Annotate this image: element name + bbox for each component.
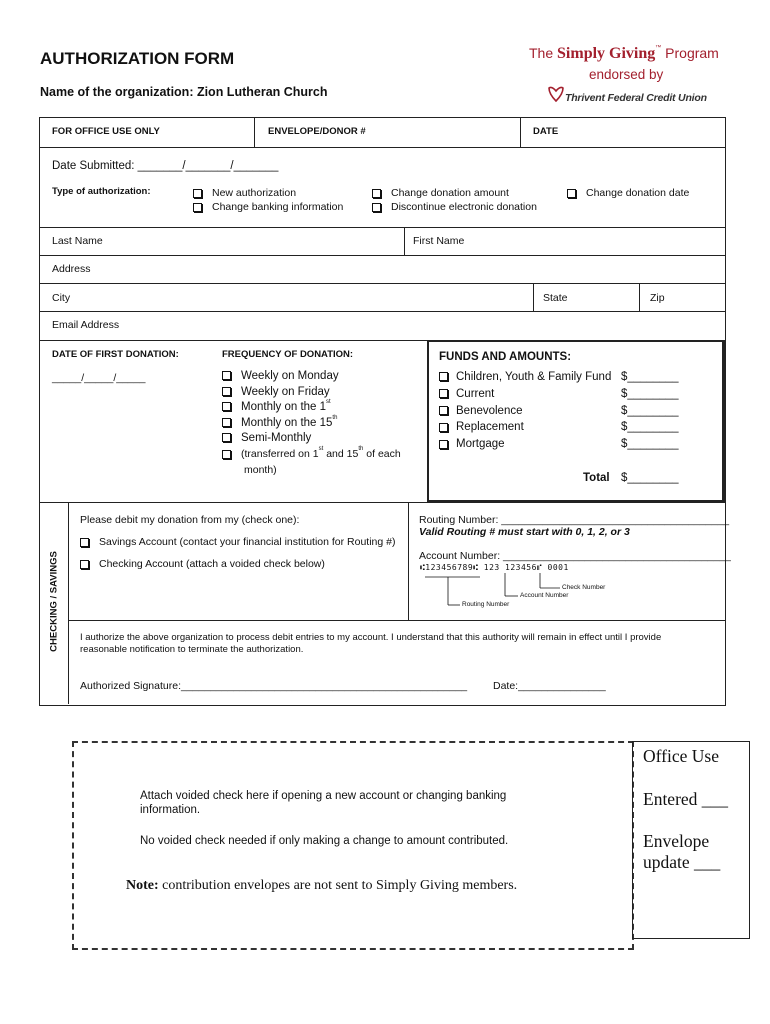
ordinal-suffix: th	[358, 446, 364, 452]
checkbox-icon[interactable]	[80, 560, 89, 569]
first-donation-label: DATE OF FIRST DONATION:	[52, 349, 179, 360]
option-label: Monthly on the 1	[241, 401, 327, 413]
checkbox-icon[interactable]	[193, 189, 202, 198]
option-label: Change banking information	[212, 201, 344, 213]
savings-option[interactable]	[80, 536, 396, 548]
option-label: Change donation date	[586, 187, 690, 199]
checkbox-icon[interactable]	[222, 433, 231, 442]
debit-prompt: Please debit my donation from my (check one):	[80, 514, 300, 526]
checkbox-icon[interactable]	[222, 387, 231, 396]
date-submitted-field[interactable]: Date Submitted: _______/_______/_______	[52, 160, 279, 172]
checkbox-icon[interactable]	[439, 406, 448, 415]
option-label: Weekly on Monday	[241, 370, 339, 382]
checkbox-icon[interactable]	[372, 203, 381, 212]
option-change-banking[interactable]	[193, 201, 343, 213]
first-name-field[interactable]: First Name	[413, 235, 465, 247]
fund-amount-field[interactable]: $________	[621, 371, 679, 383]
attach-instruction-1: Attach voided check here if opening a new account or changing banking	[140, 790, 507, 802]
transfer-note-text: (transferred on 1	[241, 448, 319, 460]
envelope-update-label: Envelope	[643, 831, 710, 851]
option-label: Weekly on Friday	[241, 386, 330, 398]
transfer-note-text: and 15	[323, 448, 359, 460]
routing-number-caption: Routing Number	[462, 601, 510, 608]
fund-amount-field[interactable]: $________	[621, 387, 679, 400]
signature-field[interactable]: Authorized Signature:_________________________________________________	[80, 680, 468, 692]
checkbox-icon[interactable]	[80, 538, 89, 547]
thrivent-heart-icon	[547, 85, 565, 108]
fund-item[interactable]	[439, 438, 505, 450]
email-field[interactable]: Email Address	[52, 319, 120, 331]
signature-date-field[interactable]: Date:_______________	[493, 680, 606, 692]
address-field[interactable]: Address	[52, 263, 91, 275]
fund-item[interactable]	[439, 421, 524, 433]
authorization-type-label: Type of authorization:	[52, 186, 151, 197]
option-label: Checking Account (attach a voided check below)	[99, 558, 325, 570]
checkbox-icon[interactable]	[439, 372, 448, 381]
freq-monthly-15th[interactable]	[222, 417, 337, 429]
fund-amount-field[interactable]: $________	[621, 438, 679, 451]
checkbox-icon[interactable]	[439, 423, 448, 432]
checking-savings-label: CHECKING / SAVINGS	[48, 551, 60, 652]
checking-option[interactable]	[80, 558, 325, 570]
routing-note: Valid Routing # must start with 0, 1, 2, or 3	[419, 526, 630, 538]
account-number-caption: Account Number	[520, 592, 569, 599]
option-change-date[interactable]	[567, 187, 689, 199]
zip-field[interactable]: Zip	[650, 292, 665, 304]
check-number-caption: Check Number	[562, 584, 606, 591]
option-label: Monthly on the 15	[241, 417, 333, 429]
organization-name: Name of the organization: Zion Lutheran Church	[40, 85, 328, 99]
total-amount-field[interactable]: $________	[621, 472, 679, 484]
freq-monthly-1st[interactable]	[222, 401, 331, 413]
frequency-label: FREQUENCY OF DONATION:	[222, 349, 354, 360]
checkbox-icon[interactable]	[222, 450, 231, 459]
logo-endorsed: endorsed by	[589, 67, 664, 82]
fund-amount-field[interactable]: $________	[621, 404, 679, 417]
freq-transfer-note-cont: month)	[244, 464, 277, 476]
option-change-amount[interactable]	[372, 187, 509, 199]
logo-brand: Simply Giving	[557, 45, 656, 62]
checkbox-icon[interactable]	[439, 389, 448, 398]
option-new-authorization[interactable]	[193, 187, 296, 199]
fund-label: Children, Youth & Family Fund	[456, 371, 612, 383]
option-label: Semi-Monthly	[241, 432, 312, 444]
fund-label: Benevolence	[456, 404, 523, 417]
checkbox-icon[interactable]	[567, 189, 576, 198]
attach-instruction-2: information.	[140, 804, 201, 816]
micr-line: ⑆123456789⑆ 123 123456⑈ 0001	[420, 563, 569, 572]
office-use-label: FOR OFFICE USE ONLY	[52, 126, 160, 137]
office-date-field[interactable]: DATE	[533, 126, 559, 137]
envelope-donor-field[interactable]: ENVELOPE/DONOR #	[268, 126, 366, 137]
option-label: Change donation amount	[391, 187, 509, 199]
account-number-field[interactable]: Account Number: _______________________________________	[419, 550, 731, 562]
fund-item[interactable]	[439, 388, 494, 400]
office-use-title: Office Use	[643, 746, 719, 766]
logo-program: Program	[665, 45, 719, 61]
ordinal-suffix: st	[318, 446, 324, 452]
checkbox-icon[interactable]	[372, 189, 381, 198]
total-label: Total	[583, 472, 610, 484]
option-label: Savings Account (contact your financial institution for Routing #)	[99, 536, 396, 548]
authorization-statement-2: reasonable notification to terminate the authorization.	[80, 644, 304, 655]
envelope-update-field[interactable]: update ___	[643, 852, 721, 872]
fund-item[interactable]	[439, 371, 611, 383]
checkbox-icon[interactable]	[222, 418, 231, 427]
checkbox-icon[interactable]	[222, 402, 231, 411]
form-title: AUTHORIZATION FORM	[40, 49, 235, 68]
ordinal-suffix: st	[326, 399, 331, 405]
logo-the: The	[529, 45, 554, 61]
envelope-note	[126, 878, 517, 894]
fund-label: Replacement	[456, 421, 524, 434]
entered-field[interactable]: Entered ___	[643, 789, 729, 809]
attach-instruction-3: No voided check needed if only making a change to amount contributed.	[140, 835, 509, 847]
logo-thrivent: Thrivent Federal Credit Union	[565, 92, 707, 104]
routing-number-field[interactable]: Routing Number: _______________________________________	[419, 514, 730, 526]
fund-item[interactable]	[439, 405, 523, 417]
note-text: contribution envelopes are not sent to Simply Giving members.	[158, 878, 518, 893]
transfer-note-text: of each	[363, 448, 401, 460]
checkbox-icon[interactable]	[193, 203, 202, 212]
last-name-field[interactable]: Last Name	[52, 235, 103, 247]
state-field[interactable]: State	[543, 292, 568, 304]
fund-label: Current	[456, 387, 495, 400]
option-label: Discontinue electronic donation	[391, 201, 537, 213]
ordinal-suffix: th	[332, 415, 338, 421]
freq-weekly-friday[interactable]	[222, 386, 330, 398]
checkbox-icon[interactable]	[439, 440, 448, 449]
freq-semi-monthly[interactable]	[222, 432, 311, 444]
fund-amount-field[interactable]: $________	[621, 421, 679, 434]
option-label: New authorization	[212, 187, 297, 199]
freq-transfer-note[interactable]	[222, 448, 401, 460]
funds-title: FUNDS AND AMOUNTS:	[439, 351, 572, 363]
note-label: Note:	[126, 878, 159, 893]
authorization-statement-1: I authorize the above organization to process debit entries to my account. I understand that this authority will remain in effect until I provide	[80, 632, 662, 643]
city-field[interactable]: City	[52, 292, 71, 304]
freq-weekly-monday[interactable]	[222, 370, 339, 382]
first-donation-date-field[interactable]: _____/_____/_____	[52, 372, 146, 384]
fund-label: Mortgage	[456, 438, 505, 451]
option-discontinue[interactable]	[372, 201, 537, 213]
checkbox-icon[interactable]	[222, 371, 231, 380]
